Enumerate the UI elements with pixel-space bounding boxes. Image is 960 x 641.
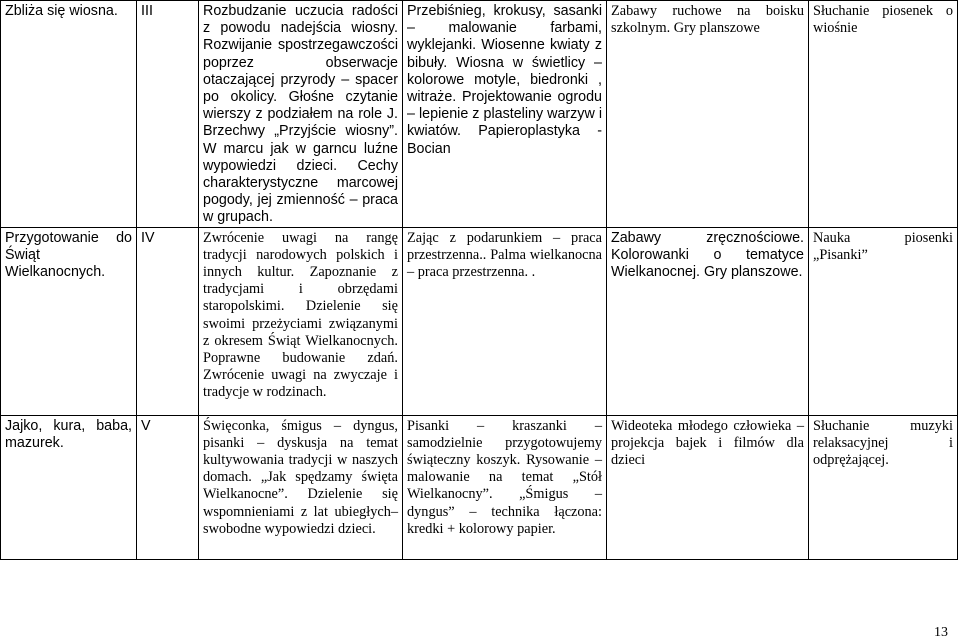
music-cell: Słuchanie piosenek o wiośnie [809,1,958,228]
page-number: 13 [934,625,948,640]
activities-cell: Zwrócenie uwagi na rangę tradycji narodowych polskich i innych kultur. Zapoznanie z tradycjami i obrzędami staropolskimi. Dzielenie się swoimi przeżyciami związanymi z okresem Świąt Wielkanocnych. Poprawne budowanie zdań. Zwrócenie uwagi na zwyczaje i tradycje w rodzinach. [199,227,403,415]
activities-cell: Święconka, śmigus – dyngus, pisanki – dyskusja na temat kultywowania tradycji w naszych domach. „Jak spędzamy święta Wielkanocne”. Dzielenie się wspomnieniami z lat ubiegłych– swobodne wypowiedzi dzieci. [199,415,403,559]
topic-cell: Przygotowanie do Świąt Wielkanocnych. [1,227,137,415]
topic-cell: Zbliża się wiosna. [1,1,137,228]
week-cell: III [137,1,199,228]
table-row [1,1,958,228]
table-row [1,227,958,415]
topic-cell: Jajko, kura, baba, mazurek. [1,415,137,559]
games-cell: Zabawy ruchowe na boisku szkolnym. Gry planszowe [607,1,809,228]
art-cell: Pisanki – kraszanki – samodzielnie przygotowujemy świąteczny koszyk. Rysowanie – malowanie na temat „Stół Wielkanocny”. „Śmigus – dyngus” – technika łączona: kredki + kolorowy papier. [403,415,607,559]
art-cell: Zając z podarunkiem – praca przestrzenna.. Palma wielkanocna – praca przestrzenna. . [403,227,607,415]
games-cell: Wideoteka młodego człowieka – projekcja bajek i filmów dla dzieci [607,415,809,559]
music-cell: Słuchanie muzyki relaksacyjnej i odprężającej. [809,415,958,559]
games-cell: Zabawy zręcznościowe. Kolorowanki o tematyce Wielkanocnej. Gry planszowe. [607,227,809,415]
week-cell: IV [137,227,199,415]
table-row [1,415,958,559]
week-cell: V [137,415,199,559]
art-cell: Przebiśnieg, krokusy, sasanki – malowanie farbami, wyklejanki. Wiosenne kwiaty z bibuły. Wiosna w świetlicy – kolorowe motyle, biedronki , witraże. Projektowanie ogrodu – lepienie z plasteliny warzyw i kwiatów. Papieroplastyka - Bocian [403,1,607,228]
activities-cell: Rozbudzanie uczucia radości z powodu nadejścia wiosny. Rozwijanie spostrzegawczości poprzez obserwacje otaczającej przyrody – spacer po okolicy. Głośne czytanie wierszy z podziałem na role J. Brzechwy „Przyjście wiosny”. W marcu jak w garncu luźne wypowiedzi dzieci. Cechy charakterystyczne marcowej pogody, jej zmienność – praca w grupach. [199,1,403,228]
music-cell: Nauka piosenki „Pisanki” [809,227,958,415]
